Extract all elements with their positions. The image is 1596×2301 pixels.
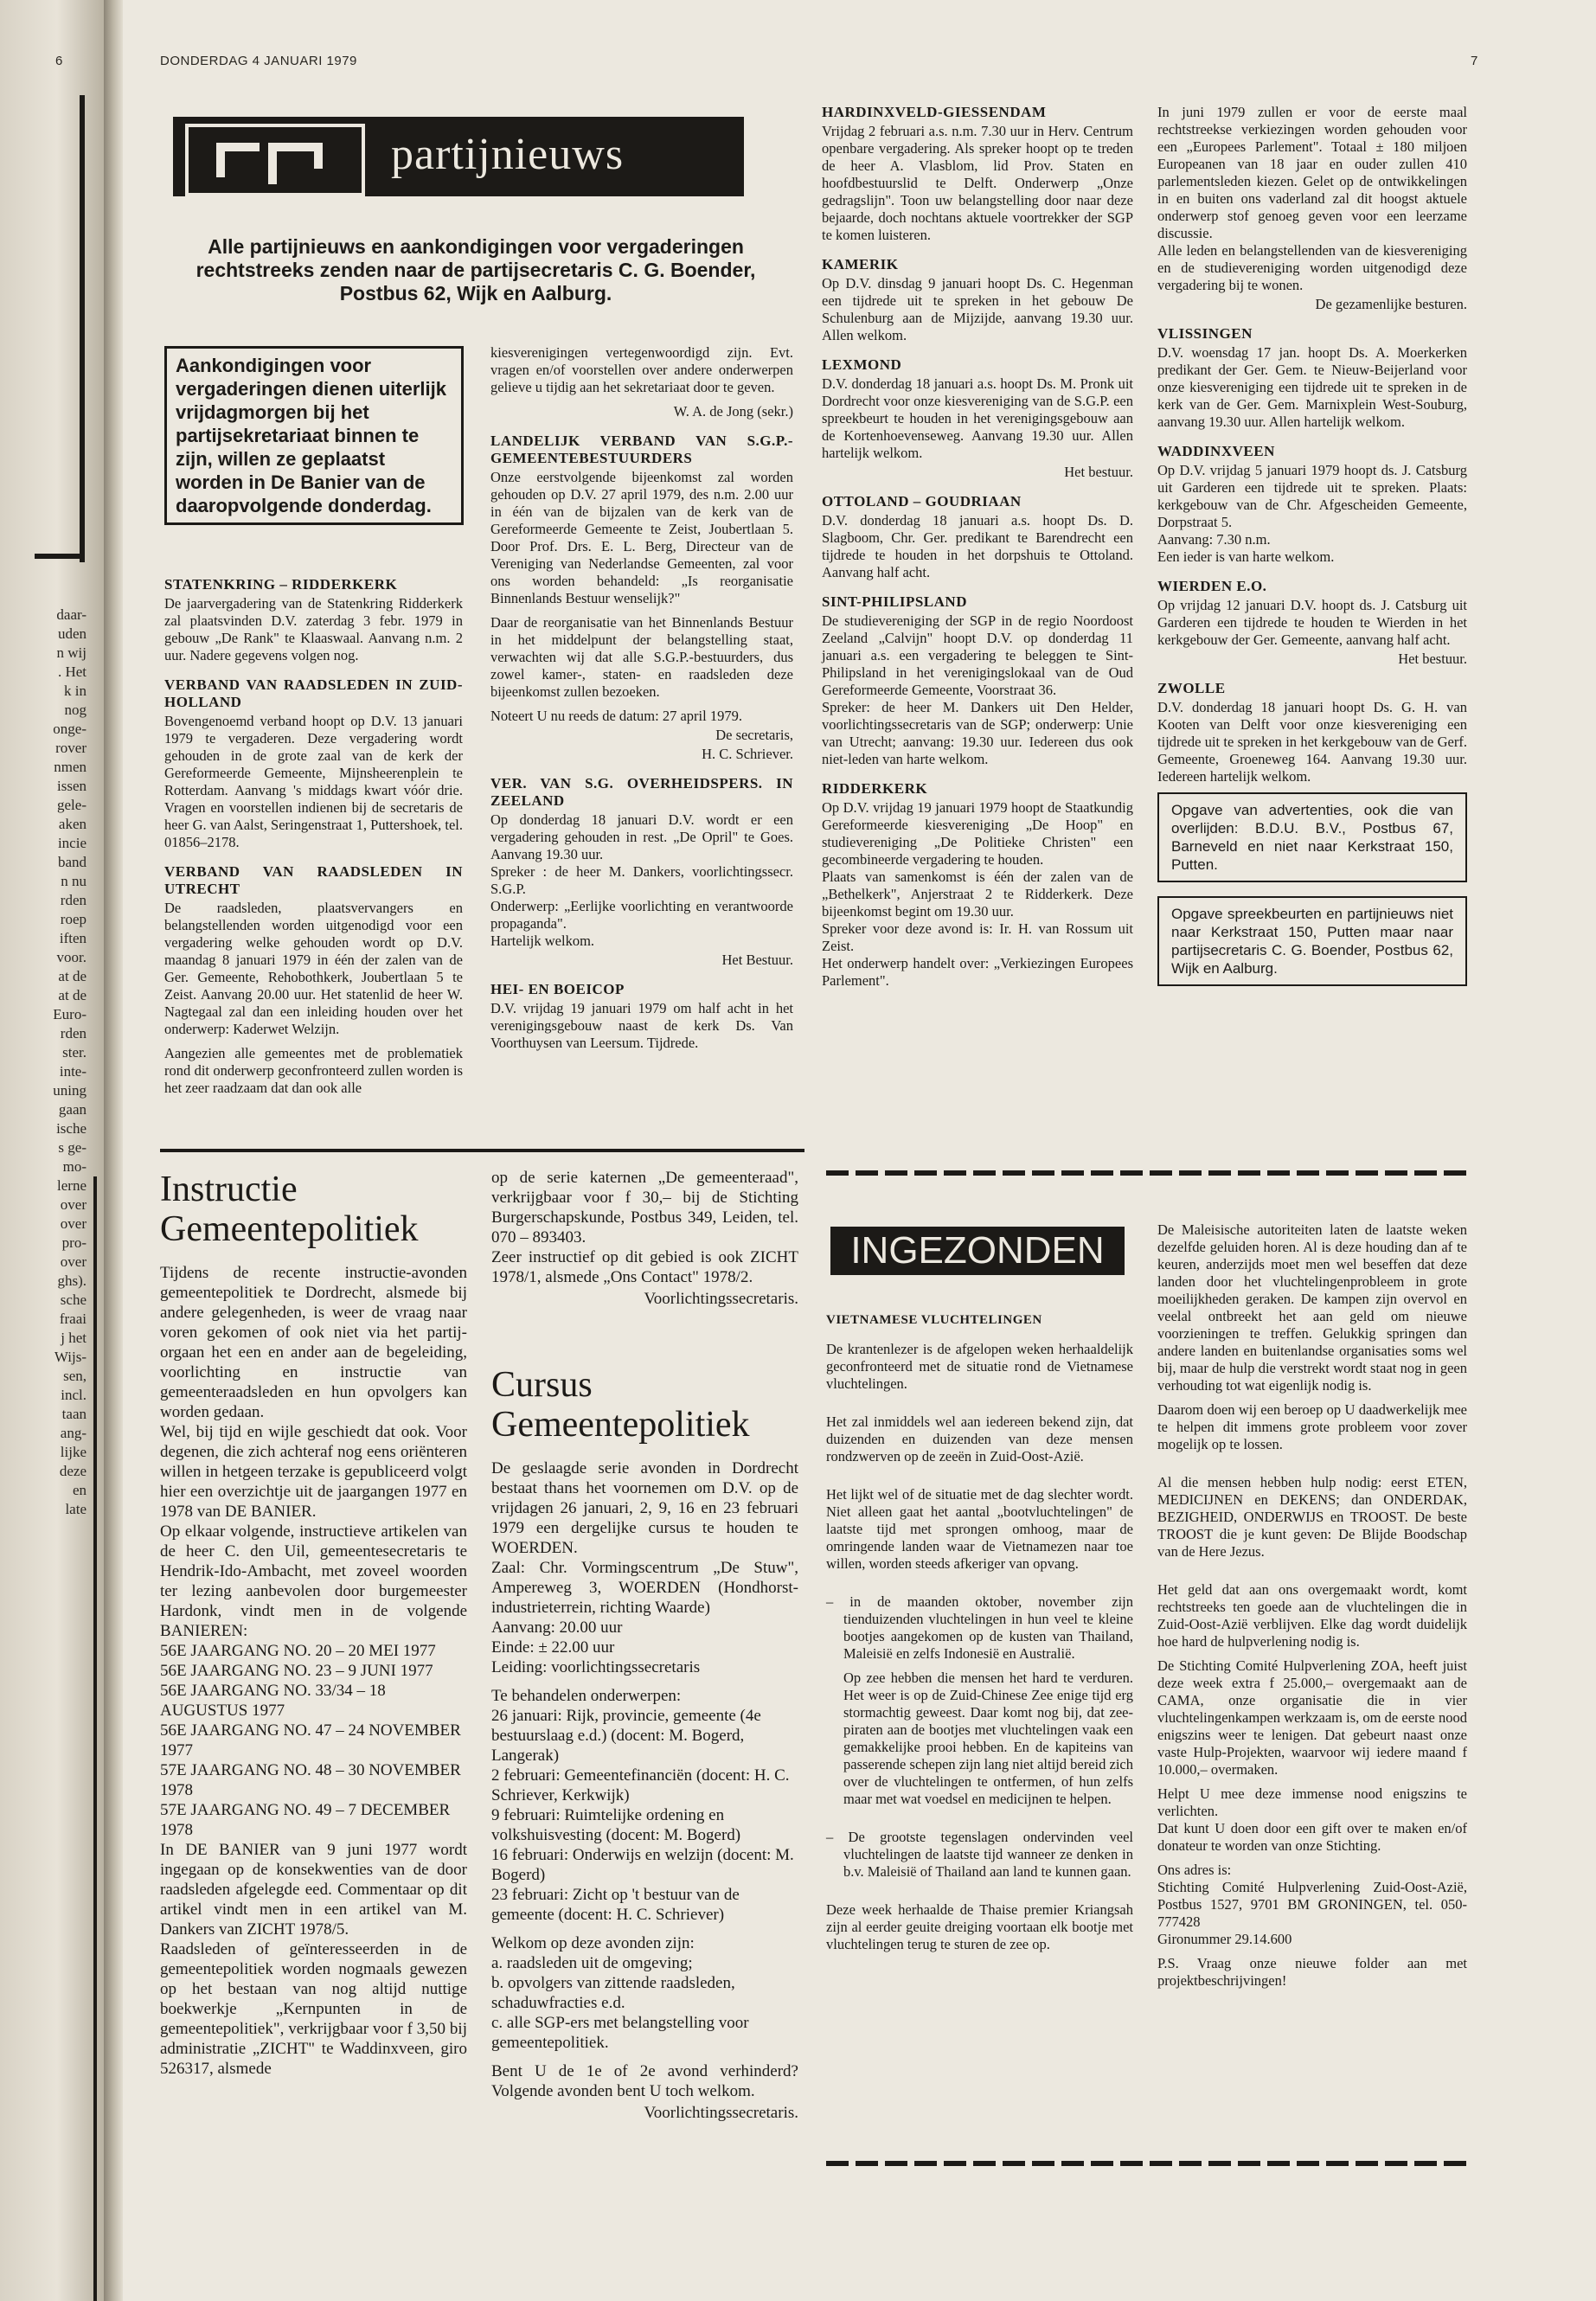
- partijnieuws-masthead: [173, 117, 744, 196]
- cursus-signature: Voorlichtingssecretaris.: [644, 2104, 798, 2122]
- cursus-topic-item: 26 januari: Rijk, provincie, gemeente (4e bestuurslaag e.d.) (docent: M. Bogerd, Langerak): [491, 1707, 761, 1765]
- cursus-topic-item: 9 februari: Ruimtelijke ordening en volkshuisvesting (docent: M. Bogerd): [491, 1806, 741, 1844]
- prev-page-fragment: taan: [61, 1406, 87, 1422]
- heading-landelijk-verband: LANDELIJK VERBAND VAN S.G.P.-GEMEENTEBESTUURDERS: [490, 433, 793, 466]
- article-kamerik: Op D.V. dinsdag 9 januari hoopt Ds. C. Hegenman een tijdrede uit te spreken in het gebouw De Schulenburg aan de Mijzijde, aanvang 19.30 uur. Allen welkom.: [822, 275, 1133, 343]
- prev-page-fragment: nmen: [54, 759, 87, 775]
- prev-page-fragment: fraai: [59, 1311, 87, 1327]
- article-ridderkerk-3: Spreker voor deze avond is: Ir. H. van Rossum uit Zeist.: [822, 920, 1133, 954]
- prev-page-fragment: ster.: [62, 1044, 87, 1061]
- ingezonden-q2: Daarom doen wij een beroep op U daadwerkelijk mee te helpen dit immens grote probleem voor zover mogelijk op te lossen.: [1157, 1401, 1467, 1452]
- article-utrecht-continued: kiesverenigingen vertegenwoordigd zijn. Evt. vragen en/of voorstellen over andere onderwerpen gelieve u tijdig aan het sekretariaat door te geven.: [490, 344, 793, 395]
- article-wierden: Op vrijdag 12 januari D.V. hoopt ds. J. Catsburg uit Garderen een tijdrede te houden te Wierden in het kerkgebouw der Ger. Gemeente, aanvang half acht.: [1157, 597, 1467, 648]
- jaargang-item: 56E JAARGANG NO. 20 – 20 MEI 1977: [160, 1642, 436, 1660]
- prev-page-fragment: s ge-: [58, 1139, 87, 1156]
- section-divider: [160, 1149, 804, 1152]
- ingezonden-top-border: [826, 1170, 1466, 1176]
- heading-statenkring: STATENKRING – RIDDERKERK: [164, 576, 398, 593]
- cursus-leiding: Leiding: voorlichtingssecretaris: [491, 1658, 701, 1676]
- prev-page-fragment: over: [60, 1196, 87, 1213]
- instructie-title: Instructie Gemeentepolitiek: [160, 1170, 419, 1249]
- instructie-signature: Voorlichtingssecretaris.: [644, 1290, 798, 1308]
- cursus-topic-item: 23 februari: Zicht op 't bestuur van de gemeente (docent: H. C. Schriever): [491, 1886, 740, 1924]
- ingezonden-q8: Ons adres is:: [1157, 1862, 1232, 1878]
- prev-page-fragment: voor.: [56, 949, 87, 965]
- signature-lexmond: Het bestuur.: [1064, 464, 1133, 480]
- prev-page-fragment: nog: [64, 702, 87, 718]
- prev-page-fragment: sche: [60, 1292, 87, 1308]
- cursus-verhinderd: Bent U de 1e of 2e avond verhinderd? Volgende avonden bent U toch welkom.: [491, 2062, 798, 2100]
- prev-page-fragment: j het: [61, 1330, 87, 1346]
- ingezonden-q9: Stichting Comité Hulpverlening Zuid-Oost-Azië, Postbus 1527, 9701 BM GRONINGEN, tel. 050-777428: [1157, 1879, 1467, 1930]
- heading-hei-en-boeicop: HEI- EN BOEICOP: [490, 981, 625, 997]
- prev-page-fragment: n nu: [61, 873, 87, 889]
- prev-page-fragment: at de: [58, 968, 87, 984]
- ingezonden-p4: – in de maanden oktober, november zijn tienduizenden vluchtelingen in hun veel te kleine bootjes aangekomen op de kusten van Thailand, Maleisië en zelfs Indonesië en Australië.: [826, 1593, 1133, 1662]
- heading-vlissingen: VLISSINGEN: [1157, 325, 1253, 342]
- heading-lexmond: LEXMOND: [822, 356, 902, 373]
- prev-page-fragment: ische: [56, 1120, 87, 1137]
- prev-page-fragment: pro-: [61, 1234, 87, 1251]
- signature-schriever: H. C. Schriever.: [702, 746, 793, 762]
- gp-logo-icon: [185, 124, 365, 196]
- heading-zwolle: ZWOLLE: [1157, 680, 1226, 696]
- heading-hardinxveld: HARDINXVELD-GIESSENDAM: [822, 104, 1047, 120]
- cursus-welkom-label: Welkom op deze avonden zijn:: [491, 1934, 695, 1952]
- column-3: [822, 104, 1133, 997]
- prev-page-fragment: lerne: [57, 1177, 87, 1194]
- prev-page-fragment: uning: [53, 1082, 87, 1099]
- heading-ridderkerk: RIDDERKERK: [822, 780, 928, 797]
- prev-page-fragment: inte-: [59, 1063, 87, 1080]
- heading-verband-utrecht: VERBAND VAN RAADSLEDEN IN UTRECHT: [164, 863, 463, 897]
- article-ridderkerk-continued: In juni 1979 zullen er voor de eerste maal rechtstreekse verkiezingen worden gehouden voor een „Europees Parlement". Totaal ± 180 miljoen Europeanen van 18 jaar en ouder zullen 410 parlementsleden kiezen. Gelet op de ontwikkelingen in en buiten ons vaderland zal dit hoogst aktuele onderwerp stof genoeg geven voor een leerzame discussie.: [1157, 104, 1467, 241]
- prev-page-fragment: issen: [57, 778, 87, 794]
- signature-de-jong: W. A. de Jong (sekr.): [673, 403, 793, 420]
- prev-page-fragment: Euro-: [53, 1006, 87, 1022]
- instructie-p7: Zeer instructief op dit gebied is ook ZICHT 1978/1, alsmede „Ons Contact" 1978/2.: [491, 1248, 798, 1286]
- column-4: [1157, 104, 1467, 1000]
- article-ridderkerk-4: Het onderwerp handelt over: „Verkiezingen Europees Parlement".: [822, 955, 1133, 989]
- prev-page-rule: [93, 1176, 97, 2301]
- instructie-column: [160, 1170, 467, 2087]
- prev-page-fragment: en: [72, 1482, 87, 1498]
- prev-page-fragment: incl.: [61, 1387, 87, 1403]
- ingezonden-column-1: [826, 1299, 1133, 1960]
- instructie-p2: Wel, bij tijd en wijle geschiedt dat ook. Voor degenen, die zich achteraf nog eens oriënteren willen in hetgeen terzake is gepubliceerd volgt hier een overzichtje uit de jaargangen 1977 en 1978 van DE BANIER.: [160, 1423, 467, 1521]
- article-verband-zuid-holland: Bovengenoemd verband hoopt op D.V. 13 januari 1979 te vergaderen. Deze vergadering wordt gehouden in de grote zaal van de kerk der Gereformeerde Gemeente, Mijnsheerenplein te Rotterdam. Aanvang 's middags kwart vóór drie. Vragen en voorstellen indienen bij de secretaris de heer G. van Aalst, Seringenstraat 1, Puttershoek, tel. 01856–2178.: [164, 713, 463, 850]
- jaargang-item: 56E JAARGANG NO. 23 – 9 JUNI 1977: [160, 1662, 433, 1680]
- page-gutter: [104, 0, 123, 2301]
- prev-page-fragment: k in: [64, 683, 87, 699]
- article-waddinxveen-welkom: Een ieder is van harte welkom.: [1157, 548, 1335, 565]
- article-overheidspers: Op donderdag 18 januari D.V. wordt er een vergadering gehouden in rest. „De Opril" te Goes. Aanvang 19.30 uur.: [490, 811, 793, 862]
- signature-secretaris: De secretaris,: [715, 727, 793, 743]
- prev-page-fragment: . Het: [57, 663, 87, 680]
- ingezonden-p6: – De grootste tegenslagen ondervinden veel vluchtelingen de laatste tijd wanneer ze denken in b.v. Maleisië of Thailand aan land te kunnen gaan.: [826, 1829, 1133, 1880]
- cursus-topics-list: [491, 1706, 798, 1925]
- cursus-guest-item: a. raadsleden uit de omgeving;: [491, 1954, 693, 1972]
- prev-page-fragment: aken: [58, 816, 87, 832]
- article-ottoland: D.V. donderdag 18 januari a.s. hoopt Ds. D. Slagboom, Chr. Ger. predikant te Barendrecht een tijdrede te houden in het dorpshuis te Ottoland. Aanvang half acht.: [822, 512, 1133, 580]
- prev-page-fragment: late: [65, 1501, 87, 1517]
- instructie-p6: op de serie katernen „De gemeenteraad", verkrijgbaar voor f 30,– bij de Stichting Burgerschapskunde, Postbus 349, Leiden, tel. 070 – 893403.: [491, 1169, 798, 1247]
- ingezonden-q4: Het geld dat aan ons overgemaakt wordt, komt rechtstreeks ten goede aan de vluchtelingen die in Zuid-Oost-Azië verblijven. Elke dag wordt duidelijk hoe hard de hulpverlening nodig is.: [1157, 1581, 1467, 1650]
- prev-page-frame-bottom: [35, 554, 85, 559]
- article-sint-philipsland: De studievereniging der SGP in de regio Noordoost Zeeland „Calvijn" hoopt D.V. op donderdag 11 januari a.s. een vergadering te beleggen te Sint-Philipsland in het verenigingslokaal van de Oud Gereformeerde Gemeente, Voorstraat 36.: [822, 612, 1133, 698]
- prev-page-fragment: Wijs-: [54, 1349, 87, 1365]
- article-landelijk-verband-3: Noteert U nu reeds de datum: 27 april 1979.: [490, 708, 742, 724]
- article-ridderkerk: Op D.V. vrijdag 19 januari 1979 hoopt de Staatkundig Gereformeerde kiesvereniging „De Hoop" en studievereniging „De Politieke Christen" een gecombineerde vergadering te houden.: [822, 799, 1133, 868]
- ingezonden-p7: Deze week herhaalde de Thaise premier Kriangsah zijn al eerder geuite dreiging voortaan elk bootje met vluchtelingen terug te sturen de zee op.: [826, 1901, 1133, 1952]
- article-landelijk-verband: Onze eerstvolgende bijeenkomst zal worden gehouden op D.V. 27 april 1979, des n.m. 2.00 uur in één van de bijzalen van de kerk van de Gereformeerde Gemeente te Zeist, Joubertlaan 5. Door Prof. Drs. E. L. Berg, Directeur van de Vereniging van Nederlandse Gemeenten, zal voor ons worden behandeld: „Is reorganisatie Binnenlands Bestuur wenselijk?": [490, 469, 793, 606]
- heading-verband-zuid-holland: VERBAND VAN RAADSLEDEN IN ZUID-HOLLAND: [164, 676, 463, 710]
- prev-page-fragment: over: [60, 1253, 87, 1270]
- article-zwolle: D.V. donderdag 18 januari hoopt Ds. G. H. van Kooten van Delft voor onze kiesvereniging een tijdrede uit te spreken in het kerkgebouw van de Gerf. Gemeente, Groeneweg 164. Aanvang 19.30 uur. Iedereen hartelijk welkom.: [1157, 699, 1467, 785]
- prev-page-frame-bar: [80, 95, 85, 562]
- prev-page-fragment: onge-: [53, 721, 87, 737]
- ingezonden-title: VIETNAMESE VLUCHTELINGEN: [826, 1313, 1042, 1327]
- ingezonden-p5: Op zee hebben die mensen het hard te verduren. Het weer is op de Zuid-Chinese Zee enige tijd erg stormachtig geweest. Daar komt nog bij, dat zee-piraten aan de bootjes met vluchtelingen vaak een gemakkelijke prooi hebben. En de kapiteins van passerende schepen zijn lang niet altijd bereid zich over de vluchtelingen te ontfermen, of hun zelfs maar met wat voedsel en medicijnen te helpen.: [843, 1670, 1133, 1807]
- heading-overheidspers: VER. VAN S.G. OVERHEIDSPERS. IN ZEELAND: [490, 775, 793, 809]
- article-ridderkerk-2: Plaats van samenkomst is één der zalen van de „Bethelkerk", Anjerstraat 2 te Ridderkerk. Deze bijeenkomst begint om 19.30 uur.: [822, 868, 1133, 920]
- prev-page-fragment: over: [60, 1215, 87, 1232]
- article-sint-philipsland-2: Spreker: de heer M. Dankers uit Den Helder, voorlichtingssecretaris van de SGP; onderwerp: Unie van Utrecht; aanvang: 19.30 uur. Iedereen dus ook niet-leden van harte welkom.: [822, 699, 1133, 767]
- article-waddinxveen: Op D.V. vrijdag 5 januari 1979 hoopt ds. J. Catsburg uit Garderen een tijdrede uit te spreken. Plaats: kerkgebouw van de Chr. Afgescheiden Gemeente, Dorpstraat 5.: [1157, 462, 1467, 530]
- signature-besturen: De gezamenlijke besturen.: [1315, 296, 1467, 312]
- cursus-column: [491, 1365, 798, 2123]
- prev-page-fragment: at de: [58, 987, 87, 1003]
- cursus-p1: De geslaagde serie avonden in Dordrecht bestaat thans het voornemen om D.V. op de vrijdagen 26 januari, 2, 9, 16 en 23 februari 1979 een dergelijke cursus te houden te WOERDEN.: [491, 1459, 798, 1557]
- deadline-notice-box: Aankondigingen voor vergaderingen dienen uiterlijk vrijdagmorgen bij het partijsekretariaat binnen te zijn, willen ze geplaatst worden in De Banier van de daaropvolgende donderdag.: [164, 346, 464, 525]
- cursus-zaal: Zaal: Chr. Vormingscentrum „De Stuw", Ampereweg 3, WOERDEN (Hondhorst-industrieterrein, richting Waarde): [491, 1559, 798, 1617]
- prev-page-fragment: lijke: [60, 1444, 87, 1460]
- prev-page-fragment: rden: [60, 892, 87, 908]
- previous-page-text-fragments: [0, 606, 87, 1519]
- prev-page-fragment: rden: [60, 1025, 87, 1042]
- article-vlissingen: D.V. woensdag 17 jan. hoopt Ds. A. Moerkerken predikant der Ger. Gem. te Nieuw-Beijerland voor onze kiesvereniging een tijdrede uit te spreken in de kerk van de Ger. Gem. Marnixplein West-Souburg, aanvang 19.30 uur. Allen hartelijk welkom.: [1157, 344, 1467, 430]
- instructie-p4: In DE BANIER van 9 juni 1977 wordt ingegaan op de konsekwenties van de door raadsleden afgelegde eed. Commentaar op dit artikel vindt men in een artikel van M. Dankers van ZICHT 1978/5.: [160, 1841, 467, 1939]
- ingezonden-column-2: [1157, 1221, 1467, 1997]
- masthead-word: partijnieuws: [391, 130, 625, 179]
- prev-page-fragment: ghs).: [57, 1272, 87, 1289]
- instructie-p5: Raadsleden of geïnteresseerden in de gemeentepolitiek worden nogmaals gewezen op het bestaan van nog altijd nuttige boekwerkje „Kernpunten in de gemeentepolitiek", verkrijgbaar voor f 3,50 bij administratie „ZICHT" te Waddinxveen, giro 526317, alsmede: [160, 1940, 467, 2078]
- jaargang-item: 57E JAARGANG NO. 49 – 7 DECEMBER 1978: [160, 1801, 451, 1839]
- issue-date: DONDERDAG 4 JANUARI 1979: [160, 54, 357, 68]
- prev-page-fragment: sen,: [63, 1368, 87, 1384]
- prev-page-fragment: roep: [60, 911, 87, 927]
- heading-wierden: WIERDEN E.O.: [1157, 578, 1267, 594]
- page-number-right: 7: [1471, 54, 1478, 68]
- cursus-aanvang: Aanvang: 20.00 uur: [491, 1618, 623, 1637]
- article-waddinxveen-aanvang: Aanvang: 7.30 n.m.: [1157, 531, 1271, 548]
- cursus-topic-item: 16 februari: Onderwijs en welzijn (docent: M. Bogerd): [491, 1846, 794, 1884]
- signature-wierden: Het bestuur.: [1398, 651, 1467, 667]
- jaargang-item: 56E JAARGANG NO. 47 – 24 NOVEMBER 1977: [160, 1721, 461, 1759]
- notice-spreekbeurten: Opgave spreekbeurten en partijnieuws niet naar Kerkstraat 150, Putten maar naar partijsecretaris C. G. Boender, Postbus 62, Wijk en Aalburg.: [1157, 896, 1467, 986]
- article-overheidspers-onderwerp: Onderwerp: „Eerlijke voorlichting en verantwoorde propaganda".: [490, 898, 793, 932]
- cursus-guests-list: [491, 1953, 798, 2053]
- jaargang-item: 57E JAARGANG NO. 48 – 30 NOVEMBER 1978: [160, 1761, 461, 1799]
- instructie-column-2: [491, 1168, 798, 1309]
- jaargang-item: 56E JAARGANG NO. 33/34 – 18 AUGUSTUS 1977: [160, 1682, 386, 1720]
- prev-page-fragment: daar-: [56, 606, 87, 623]
- ingezonden-q5: De Stichting Comité Hulpverlening ZOA, heeft juist deze week extra f 25.000,– overgemaakt aan de CAMA, onze organisatie die in vier vluchtelingenkampen werkzaam is, om de eerste nood enigszins weer te lenigen. Dat gebeurt naast onze vaste Hulp-Projekten, waarvoor wij iedere maand f 10.000,– overmaken.: [1157, 1657, 1467, 1778]
- heading-waddinxveen: WADDINXVEEN: [1157, 443, 1275, 459]
- cursus-guest-item: c. alle SGP-ers met belangstelling voor gemeentepolitiek.: [491, 2014, 749, 2052]
- article-overheidspers-welkom: Hartelijk welkom.: [490, 933, 595, 949]
- article-hardinxveld: Vrijdag 2 februari a.s. n.m. 7.30 uur in Herv. Centrum openbare vergadering. Als spreker hoopt op te treden de heer A. Vlasblom, lid Prov. Staten en hoofdbestuurslid te Delft. Onderwerp „Onze gedragslijn". Toon uw belangstelling door naar deze bejaarde, doch nochtans aktuele voortrekker der SGP te komen luisteren.: [822, 123, 1133, 243]
- prev-page-fragment: band: [57, 854, 87, 870]
- masthead-intro: Alle partijnieuws en aankondigingen voor vergaderingen rechtstreeks zenden naar de partijsecretaris C. G. Boender, Postbus 62, Wijk en Aalburg.: [195, 235, 756, 304]
- ingezonden-banner: INGEZONDEN: [830, 1227, 1125, 1275]
- notice-advertenties: Opgave van advertenties, ook die van overlijden: B.D.U. B.V., Postbus 67, Barneveld en niet naar Kerkstraat 150, Putten.: [1157, 792, 1467, 882]
- instructie-p1: Tijdens de recente instructie-avonden gemeentepolitiek te Dordrecht, alsmede bij andere gelegenheden, is weer de vraag naar voren gekomen of ook niet via het partij-orgaan het een en ander aan de begeleiding, voorlichting en instructie van gemeenteraadsleden en hun opvolgers kan worden gedaan.: [160, 1264, 467, 1421]
- article-overheidspers-spreker: Spreker : de heer M. Dankers, voorlichtingssecr. S.G.P.: [490, 863, 793, 897]
- column-2: [490, 344, 793, 1059]
- prev-page-fragment: gaan: [58, 1101, 87, 1118]
- cursus-title: Cursus Gemeentepolitiek: [491, 1365, 750, 1445]
- ingezonden-q10: Gironummer 29.14.600: [1157, 1931, 1292, 1947]
- cursus-onderwerpen-label: Te behandelen onderwerpen:: [491, 1687, 682, 1705]
- article-lexmond: D.V. donderdag 18 januari a.s. hoopt Ds. M. Pronk uit Dordrecht voor onze kiesvereniging van de S.G.P. een spreekbeurt te houden in het verenigingsgebouw aan de Kortenhoevenseweg. Aanvang 19.30 uur. Allen hartelijk welkom.: [822, 375, 1133, 461]
- page-number-left: 6: [55, 54, 63, 68]
- heading-ottoland: OTTOLAND – GOUDRIAAN: [822, 493, 1022, 510]
- article-verband-utrecht-2: Aangezien alle gemeentes met de problematiek rond dit onderwerp geconfronteerd zullen worden is het zeer raadzaam dat dan ook alle: [164, 1045, 463, 1096]
- ingezonden-q7: Dat kunt U doen door een gift over te maken en/of donateur te worden van onze Stichting.: [1157, 1820, 1467, 1854]
- instructie-p3: Op elkaar volgende, instructieve artikelen van de heer C. den Uil, gemeentesecretaris te Hendrik-Ido-Ambacht, met zoveel woorden ter lezing aanbevolen door burgemeester Hardonk, vindt men in de volgende BANIEREN:: [160, 1522, 467, 1640]
- ingezonden-q3: Al die mensen hebben hulp nodig: eerst ETEN, MEDICIJNEN en DEKENS; dan ONDERDAK, BEZIGHEID, ONDERWIJS en TROOST. De beste TROOST die je kunt geven: De Blijde Boodschap van de Here Jezus.: [1157, 1474, 1467, 1560]
- ingezonden-bottom-border: [826, 2161, 1466, 2166]
- ingezonden-q6: Helpt U mee deze immense nood enigszins te verlichten.: [1157, 1785, 1467, 1819]
- prev-page-fragment: rover: [55, 740, 87, 756]
- signature-bestuur: Het Bestuur.: [721, 952, 793, 968]
- cursus-einde: Einde: ± 22.00 uur: [491, 1638, 615, 1657]
- ingezonden-q11: P.S. Vraag onze nieuwe folder aan met projektbeschrijvingen!: [1157, 1955, 1467, 1989]
- prev-page-fragment: iften: [59, 930, 87, 946]
- cursus-topic-item: 2 februari: Gemeentefinanciën (docent: H. C. Schriever, Kerkwijk): [491, 1766, 790, 1804]
- ingezonden-p3: Het lijkt wel of de situatie met de dag slechter wordt. Niet alleen gaat het aantal „bootvluchtelingen" de laatste tijd met sprongen omhoog, maar de omringende landen waar de Vietnamezen naar toe willen, worden steeds afkeriger van opvang.: [826, 1486, 1133, 1572]
- prev-page-fragment: gele-: [57, 797, 87, 813]
- prev-page-fragment: ang-: [60, 1425, 87, 1441]
- article-hei-en-boeicop: D.V. vrijdag 19 januari 1979 om half acht in het verenigingsgebouw naast de kerk Ds. Van Voorthuysen van Leersum. Tijdrede.: [490, 1000, 793, 1051]
- ingezonden-p1: De krantenlezer is de afgelopen weken herhaaldelijk geconfronteerd met de situatie rond de Vietnamese vluchtelingen.: [826, 1341, 1133, 1392]
- prev-page-fragment: n wij: [56, 644, 87, 661]
- article-landelijk-verband-2: Daar de reorganisatie van het Binnenlands Bestuur in het middelpunt der belangstelling staat, verwachten wij dat alle S.G.P.-bestuurders, dus zowel kamer-, staten- en raadsleden deze bijeenkomst zullen bezoeken.: [490, 614, 793, 700]
- heading-kamerik: KAMERIK: [822, 256, 899, 272]
- column-1: [164, 564, 463, 1104]
- prev-page-fragment: deze: [59, 1463, 87, 1479]
- prev-page-fragment: incie: [57, 835, 87, 851]
- article-statenkring: De jaarvergadering van de Statenkring Ridderkerk zal plaatsvinden D.V. zaterdag 3 febr. 1979 in gebouw „De Rank" te Klaaswaal. Aanvang n.m. 2 uur. Nadere gegevens volgen nog.: [164, 595, 463, 663]
- prev-page-fragment: mo-: [62, 1158, 87, 1175]
- article-ridderkerk-continued-2: Alle leden en belangstellenden van de kiesvereniging en de studievereniging worden uitgenodigd deze vergadering bij te wonen.: [1157, 242, 1467, 293]
- instructie-jaargangen-list: [160, 1641, 467, 1840]
- prev-page-fragment: uden: [57, 625, 87, 642]
- ingezonden-q1: De Maleisische autoriteiten laten de laatste weken dezelfde geluiden horen. Al is deze houding dan af te keuren, anderzijds moet men wel beseffen dat deze landen door het vluchtelingenprobleem in grote moeilijkheden geraken. De kampen zijn overvol en veelal ontbreekt het aan geld om nieuwe voorzieningen te treffen. Gelukkig springen dan andere landen en buitenlandse organisaties soms wel bij, maar de hulp die verstrekt wordt staat nog in geen verhouding tot wat eigenlijk nodig is.: [1157, 1221, 1467, 1394]
- cursus-guest-item: b. opvolgers van zittende raadsleden, schaduwfracties e.d.: [491, 1974, 735, 2012]
- heading-sint-philipsland: SINT-PHILIPSLAND: [822, 593, 967, 610]
- ingezonden-p2: Het zal inmiddels wel aan iedereen bekend zijn, dat duizenden en duizenden van deze mensen rondzwerven op de zeeën in Zuid-Oost-Azië.: [826, 1413, 1133, 1465]
- article-verband-utrecht: De raadsleden, plaatsvervangers en belangstellenden worden uitgenodigd voor een vergadering welke gehouden wordt op D.V. maandag 8 januari 1979 in één der zalen van de Ger. Gemeente, Rehobothkerk, Joubertlaan 5 te Zeist. Aanvang 20.00 uur. Het statenlid de heer W. Nagtegaal zal dan een inleiding houden over het onderwerp: Kaderwet Welzijn.: [164, 900, 463, 1037]
